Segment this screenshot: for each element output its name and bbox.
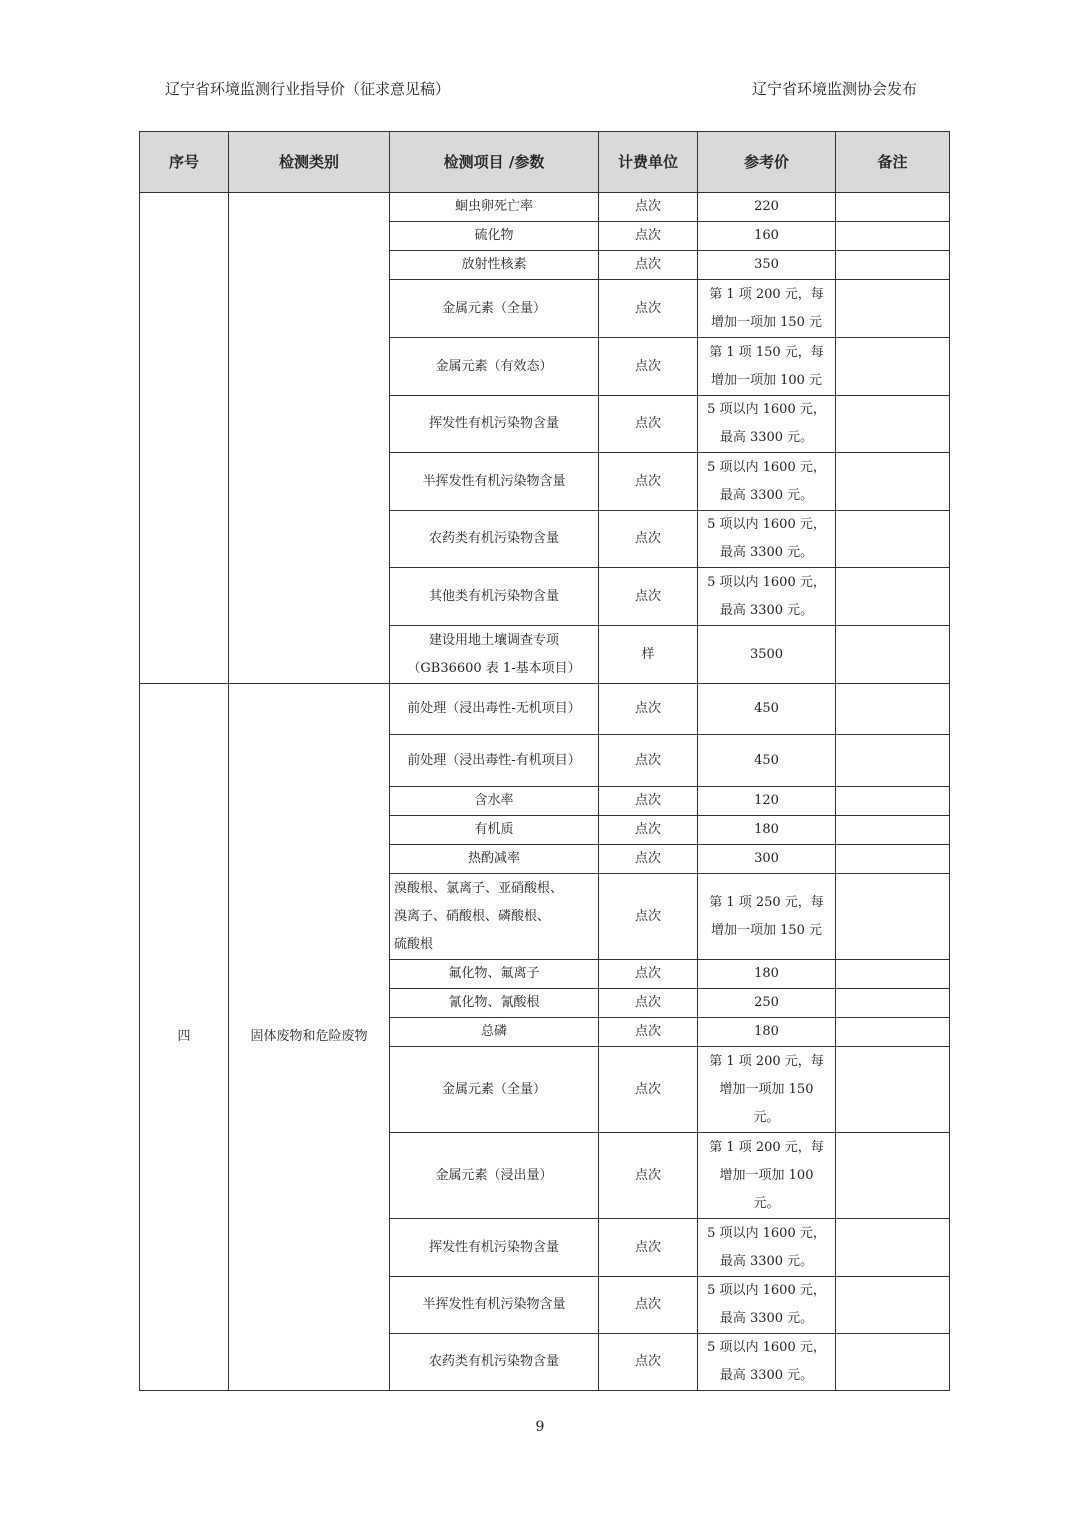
cell-unit: 点次: [599, 280, 698, 338]
cell-unit: 点次: [599, 1047, 698, 1133]
cell-note: [836, 989, 950, 1018]
cell-price: 350: [698, 251, 836, 280]
cell-unit: 点次: [599, 1334, 698, 1391]
cell-category: [229, 193, 390, 684]
cell-price: 5 项以内 1600 元， 最高 3300 元。: [698, 568, 836, 626]
cell-price: 220: [698, 193, 836, 222]
cell-note: [836, 960, 950, 989]
cell-note: [836, 511, 950, 568]
cell-note: [836, 816, 950, 845]
cell-price: 160: [698, 222, 836, 251]
col-item: 检测项目 /参数: [390, 132, 599, 193]
cell-unit: 点次: [599, 684, 698, 735]
cell-item: 其他类有机污染物含量: [390, 568, 599, 626]
cell-price: 450: [698, 735, 836, 787]
header-title: 辽宁省环境监测行业指导价（征求意见稿）: [165, 80, 451, 98]
cell-unit: 样: [599, 626, 698, 684]
cell-unit: 点次: [599, 845, 698, 874]
cell-item: 农药类有机污染物含量: [390, 511, 599, 568]
cell-price: 第 1 项 200 元，每 增加一项加 150 元。: [698, 1047, 836, 1133]
col-category: 检测类别: [229, 132, 390, 193]
cell-item: 前处理（浸出毒性-有机项目）: [390, 735, 599, 787]
cell-unit: 点次: [599, 960, 698, 989]
cell-item: 金属元素（全量）: [390, 1047, 599, 1133]
cell-seq: [140, 193, 229, 684]
cell-item: 有机质: [390, 816, 599, 845]
cell-price: 5 项以内 1600 元， 最高 3300 元。: [698, 453, 836, 511]
cell-note: [836, 193, 950, 222]
cell-note: [836, 735, 950, 787]
col-unit: 计费单位: [599, 132, 698, 193]
cell-unit: 点次: [599, 1018, 698, 1047]
cell-note: [836, 874, 950, 960]
cell-unit: 点次: [599, 222, 698, 251]
cell-note: [836, 845, 950, 874]
cell-price: 180: [698, 816, 836, 845]
cell-price: 450: [698, 684, 836, 735]
cell-note: [836, 453, 950, 511]
cell-item: 硫化物: [390, 222, 599, 251]
cell-item: 放射性核素: [390, 251, 599, 280]
cell-item: 氟化物、氟离子: [390, 960, 599, 989]
cell-item: 溴酸根、氯离子、亚硝酸根、 溴离子、硝酸根、磷酸根、 硫酸根: [390, 874, 599, 960]
table-row: [140, 684, 950, 735]
cell-unit: 点次: [599, 1133, 698, 1219]
cell-item: 农药类有机污染物含量: [390, 1334, 599, 1391]
cell-item: 含水率: [390, 787, 599, 816]
cell-unit: 点次: [599, 338, 698, 396]
cell-price: 180: [698, 960, 836, 989]
cell-item: 建设用地土壤调查专项 （GB36600 表 1-基本项目）: [390, 626, 599, 684]
cell-item: 半挥发性有机污染物含量: [390, 1277, 599, 1334]
table-row: [140, 193, 950, 222]
cell-item: 金属元素（有效态）: [390, 338, 599, 396]
cell-item: 挥发性有机污染物含量: [390, 1219, 599, 1277]
cell-price: 5 项以内 1600 元， 最高 3300 元。: [698, 511, 836, 568]
page-number: 9: [535, 1419, 545, 1435]
cell-unit: 点次: [599, 787, 698, 816]
cell-note: [836, 1047, 950, 1133]
header-publisher: 辽宁省环境监测协会发布: [751, 80, 917, 98]
cell-unit: 点次: [599, 568, 698, 626]
cell-unit: 点次: [599, 453, 698, 511]
cell-unit: 点次: [599, 396, 698, 453]
cell-unit: 点次: [599, 511, 698, 568]
cell-note: [836, 1219, 950, 1277]
cell-price: 300: [698, 845, 836, 874]
cell-note: [836, 396, 950, 453]
cell-price: 第 1 项 200 元，每 增加一项加 100 元。: [698, 1133, 836, 1219]
cell-note: [836, 1018, 950, 1047]
cell-item: 金属元素（全量）: [390, 280, 599, 338]
cell-price: 3500: [698, 626, 836, 684]
cell-item: 蛔虫卵死亡率: [390, 193, 599, 222]
table-header: [140, 132, 950, 193]
cell-price: 180: [698, 1018, 836, 1047]
cell-note: [836, 1277, 950, 1334]
cell-note: [836, 1334, 950, 1391]
cell-unit: 点次: [599, 1277, 698, 1334]
cell-item: 挥发性有机污染物含量: [390, 396, 599, 453]
cell-seq: 四: [140, 684, 229, 1391]
cell-item: 半挥发性有机污染物含量: [390, 453, 599, 511]
cell-price: 第 1 项 250 元，每 增加一项加 150 元: [698, 874, 836, 960]
cell-item: 金属元素（浸出量）: [390, 1133, 599, 1219]
col-seq: 序号: [140, 132, 229, 193]
cell-note: [836, 568, 950, 626]
cell-price: 第 1 项 200 元，每 增加一项加 150 元: [698, 280, 836, 338]
cell-price: 5 项以内 1600 元， 最高 3300 元。: [698, 396, 836, 453]
cell-item: 氰化物、氰酸根: [390, 989, 599, 1018]
cell-note: [836, 684, 950, 735]
cell-price: 5 项以内 1600 元， 最高 3300 元。: [698, 1334, 836, 1391]
cell-price: 第 1 项 150 元，每 增加一项加 100 元: [698, 338, 836, 396]
cell-note: [836, 787, 950, 816]
cell-note: [836, 626, 950, 684]
cell-unit: 点次: [599, 193, 698, 222]
cell-price: 5 项以内 1600 元， 最高 3300 元。: [698, 1277, 836, 1334]
cell-price: 120: [698, 787, 836, 816]
col-note: 备注: [836, 132, 950, 193]
cell-unit: 点次: [599, 735, 698, 787]
cell-item: 前处理（浸出毒性-无机项目）: [390, 684, 599, 735]
cell-note: [836, 1133, 950, 1219]
cell-unit: 点次: [599, 874, 698, 960]
cell-item: 总磷: [390, 1018, 599, 1047]
cell-note: [836, 280, 950, 338]
cell-category: 固体废物和危险废物: [229, 684, 390, 1391]
cell-note: [836, 338, 950, 396]
cell-note: [836, 251, 950, 280]
cell-price: 5 项以内 1600 元， 最高 3300 元。: [698, 1219, 836, 1277]
price-table: [139, 131, 950, 1391]
cell-note: [836, 222, 950, 251]
cell-unit: 点次: [599, 989, 698, 1018]
cell-unit: 点次: [599, 251, 698, 280]
col-price: 参考价: [698, 132, 836, 193]
cell-unit: 点次: [599, 816, 698, 845]
cell-item: 热酌减率: [390, 845, 599, 874]
cell-price: 250: [698, 989, 836, 1018]
cell-unit: 点次: [599, 1219, 698, 1277]
